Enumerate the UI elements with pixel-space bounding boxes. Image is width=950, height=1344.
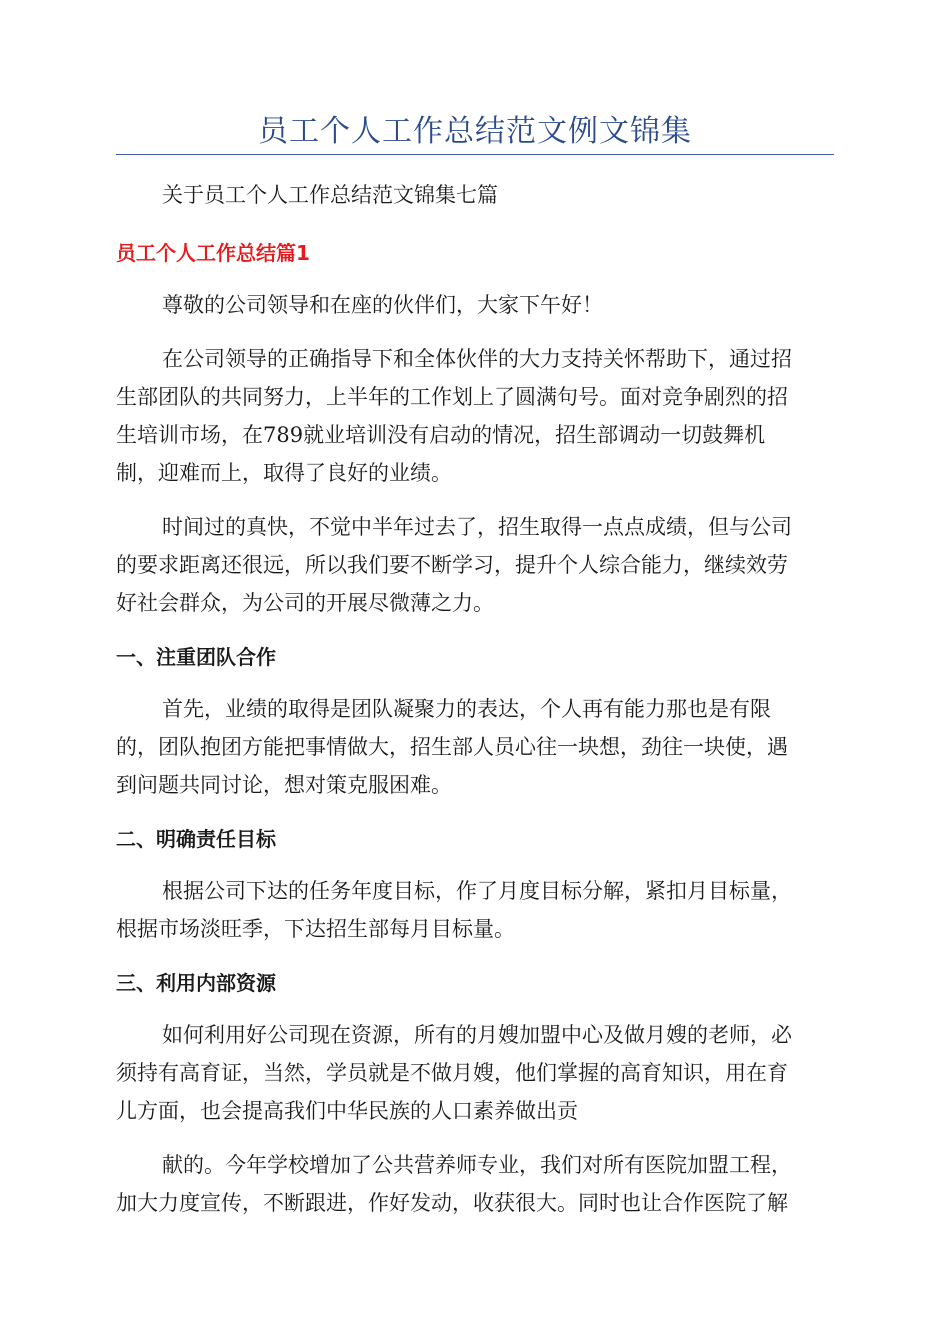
paragraph-1 [116,340,834,492]
part-heading: 员工个人工作总结篇1 [116,241,310,265]
paragraph-line: 在公司领导的正确指导下和全体伙伴的大力支持关怀帮助下，通过招 [162,347,792,371]
section-heading-3: 三、利用内部资源 [116,971,276,995]
section-2-paragraph [116,872,834,948]
paragraph-line: 儿方面，也会提高我们中华民族的人口素养做出贡 [116,1099,578,1123]
paragraph-line: 制，迎难而上，取得了良好的业绩。 [116,461,452,485]
document-page [116,0,834,1344]
paragraph-2 [116,508,834,622]
title-underline [116,154,834,155]
intro-line: 关于员工个人工作总结范文锦集七篇 [162,183,498,207]
paragraph-line: 须持有高育证，当然，学员就是不做月嫂，他们掌握的高育知识，用在育 [116,1061,788,1085]
paragraph-line: 如何利用好公司现在资源，所有的月嫂加盟中心及做月嫂的老师，必 [162,1023,792,1047]
paragraph-line: 根据公司下达的任务年度目标，作了月度目标分解，紧扣月目标量， [162,879,792,903]
paragraph-line: 献的。今年学校增加了公共营养师专业，我们对所有医院加盟工程， [162,1153,792,1177]
paragraph-line: 时间过的真快，不觉中半年过去了，招生取得一点点成绩，但与公司 [162,515,792,539]
section-3-paragraph-continued [116,1146,834,1222]
section-heading-2: 二、明确责任目标 [116,827,276,851]
section-3-paragraph [116,1016,834,1130]
paragraph-line: 的，团队抱团方能把事情做大，招生部人员心往一块想，劲往一块使，遇 [116,735,788,759]
document-title: 员工个人工作总结范文例文锦集 [258,114,692,149]
paragraph-line: 生培训市场，在789就业培训没有启动的情况，招生部调动一切鼓舞机 [116,423,766,447]
section-heading-1: 一、注重团队合作 [116,645,276,669]
paragraph-line: 生部团队的共同努力，上半年的工作划上了圆满句号。面对竞争剧烈的招 [116,385,788,409]
paragraph-line: 到问题共同讨论，想对策克服困难。 [116,773,452,797]
paragraph-line: 好社会群众，为公司的开展尽微薄之力。 [116,591,494,615]
paragraph-line: 首先，业绩的取得是团队凝聚力的表达，个人再有能力那也是有限 [162,697,771,721]
section-1-paragraph [116,690,834,804]
greeting-paragraph: 尊敬的公司领导和在座的伙伴们，大家下午好！ [162,293,603,317]
paragraph-line: 加大力度宣传，不断跟进，作好发动，收获很大。同时也让合作医院了解 [116,1191,788,1215]
document-body [116,176,834,1238]
paragraph-line: 根据市场淡旺季，下达招生部每月目标量。 [116,917,515,941]
paragraph-line: 的要求距离还很远，所以我们要不断学习，提升个人综合能力，继续效劳 [116,553,788,577]
